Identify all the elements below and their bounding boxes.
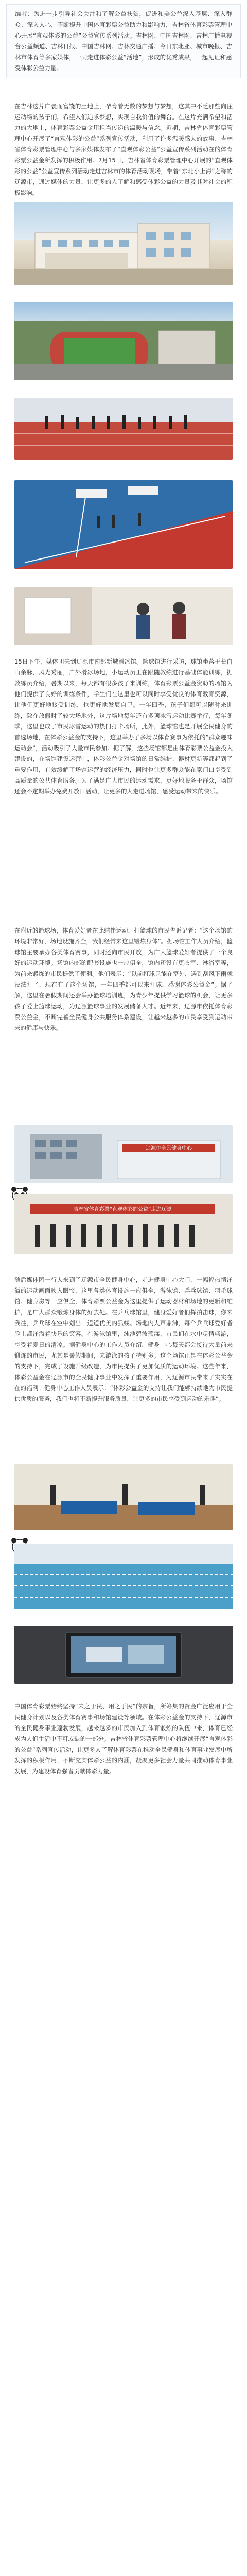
interview-illustration [14,587,233,645]
table-tennis-illustration [14,1464,233,1530]
building-illustration [14,202,233,285]
photo-table-tennis [14,1464,233,1530]
photo-interview-room [14,587,233,645]
runners-illustration [14,398,233,460]
building-sign: 辽源市全民健身中心 [146,1146,192,1151]
photo-fitness-center-exterior [14,1125,233,1183]
fitness-center-illustration [14,1125,233,1183]
group-banner-illustration [14,1194,233,1254]
photo-aerial-field [14,302,233,380]
banner-text: 吉林省体育彩票“直观体彩的公益”走进辽源 [73,1207,172,1212]
photo-monitor-screen [14,1626,233,1684]
court-illustration [14,480,233,569]
photo-swimming-pool [14,1544,233,1609]
editor-intro: 编者：为进一步引导社会关注和了解公益扶贫，促进和美公益深入基层、深入群众、深入人心，不断提升中国体育彩票公益助力和影响力，吉林省体育彩票管理中心开展“直观体彩的公益”公益宣传系列活动。吉林网、中国吉林网、吉林广播电视台公益频道、吉林日报、中国吉林网、吉林交通广播、今日东北亚、城市晚报、吉林市体育等多家媒体，一同走进体彩公益“活地”，形成的优秀成果，一起见证和感受体彩公益力量。 [6,4,241,78]
photo-sports-court [14,480,233,569]
photo-group-banner [14,1194,233,1254]
paragraph-1: 在吉林这片广袤而富饶的土地上，孕育着无数的梦想与梦想，这其中不乏那些向往运动场的孩子们，希望人们追求梦想，实现自我价值的舞台。在这片充满希望和活力的大地上，体育彩票公益金用担当传递的温暖与信念。近期，吉林省体育彩票管理中心开展了“直观体彩的公益”系列宣传活动，利用了许多温暖感人的故事、吉林省体育彩票管理中心与多家媒体发布了“直观体彩公益”公益宣传系列活动在的体育彩票公益金所发挥的积极作用。7月15日，吉林省体育彩票管理中心开展的“直观体彩的公益”公益宣传系列活动走进吉林市的体育活动现场，带着“东北小上海”之称的辽源市，通过媒体的力量，让更多的人了解和感受体彩公益的力量及其对社会的积极影响。 [14,103,233,196]
pool-illustration [14,1544,233,1609]
paragraph-3: 在附近的篮球场，体育爱好者在此结伴运动，打篮球的市民告诉记者：“这个场馆的环境非常好，场地设施齐全，我们经常来这里锻炼身体”。据场馆工作人员介绍，篮球馆主要承办各类体育赛事，同时还向市民开放，为广大篮球爱好者提供了一个良好的运动环境。场馆内部的配套设施也一应俱全，馆内还设有更衣室、淋浴室等，为前来锻炼的市民提供了便利。他们表示：“以前打球只能在室外，遇到刮风下雨就没法打了，现在有了这个场馆，一年四季都可以来打球，感谢体彩公益金”。据了解，这里在暑假期间还会举办篮球培训班，为青少年提供学习篮球的机会，让更多孩子爱上篮球运动，为辽源篮球事业的发展储备人才。近年来，辽源市依托体育彩票公益金，不断完善全民健身公共服务体系建设，让越来越多的市民享受到运动带来的健康与快乐。 [14,927,233,1031]
paragraph-4: 随后媒体团一行人来到了辽源市全民健身中心，走进健身中心大门，一幅幅热情洋溢的运动画面映入眼帘，这里各类体育设施一应俱全，游泳馆、乒乓球馆、羽毛球馆、健身房等一应俱全，体育彩票公益金为这里提供了运动器材和场地的更新和维护，是广大群众锻炼身体的好去处。在乒乓球馆里，健身爱好者们挥拍击球，你来我往，乒乓球在空中划出一道道优美的弧线。场地内人声鼎沸，每个乒乓球爱好者脸上都洋溢着快乐的笑容。在游泳馆里，泳池碧波荡漾，市民们在水中尽情畅游，享受着夏日的清凉。据健身中心的工作人员介绍，健身中心每天都会接待大量前来锻炼的市民，尤其是暑假期间，来游泳的孩子特别多。这个场馆正是在体彩公益金的支持下，完成了设施升级改造，为市民提供了更加优质的运动环境。这些年来，体彩公益金在辽源市的全民健身事业中发挥了重要作用，为辽源市民带来了实实在在的福利。健身中心工作人员表示：“体彩公益金的支持让我们能够持续地为市民提供优质的服务，我们也将不断提升服务质量，让更多的市民享受到运动的乐趣”。 [14,1276,233,1402]
photo-runners-track [14,398,233,460]
aerial-field-illustration [14,302,233,380]
photo-building-exterior [14,202,233,285]
paragraph-2: 15日下午，媒体团来到辽源市南部新城滑冰馆。篮球馆进行采访，球馆坐落于长白山余脉，风光秀丽，户外滑冰场地，小运动员正在跟随教练进行基础体能训练，据教练员介绍，暑期以来，每天都有很多孩子来训练，体育彩票公益金资助的场馆为他们提供了良好的训练条件，学生们在这里也可以同时享受优良的体育教育资源，让他们更好地接受训练，也更好地发展自己。一年四季，孩子们都可以随时来训练，除在放假时了较大场地外，这片场地每年还有多项冰雪运动比赛举行，每年冬季，这里也成了市民冰雪运动的热门打卡场所，此外，篮球馆也是开展全民健身的首选场地，在体彩公益金的支持下，这里举办了多场以体育赛事为依托的“群众趣味运动会”，活动吸引了大量市民参加。据了解，这些场馆都是由体育彩票公益金投入建设的，在场馆建设运营中，体彩公益金对场馆的日常维护、器材更新等都起到了重要作用，有效缓解了场馆运营的经济压力，同时也让更多群众能在家门口享受到高质量的公共体育服务。为了满足广大市民的运动需求，更好地服务于群众，场馆还会不定期举办免费开放日活动，让更多的人走进场馆，感受运动带来的快乐。 [14,658,233,795]
monitor-illustration [14,1626,233,1684]
paragraph-5: 中国体育彩票始终坚持“来之于民、用之于民”的宗旨，所筹集的资金广泛应用于全民健身计划以及各类体育赛事和场馆建设等领域。在体彩公益金的支持下，辽源市的全民健身事业蓬勃发展，越来越多的市民加入到体育锻炼的队伍中来，体育已经成为人们生活中不可或缺的一部分。吉林省体育彩票管理中心将继续开展“直观体彩的公益”系列宣传活动，让更多人了解体育彩票在推动全民健身和体育事业发展中所发挥的积极作用，不断充实体彩公益的内涵，凝聚更多社会力量共同推动体育事业发展，为建设体育强省贡献体彩力量。 [14,1703,233,1775]
